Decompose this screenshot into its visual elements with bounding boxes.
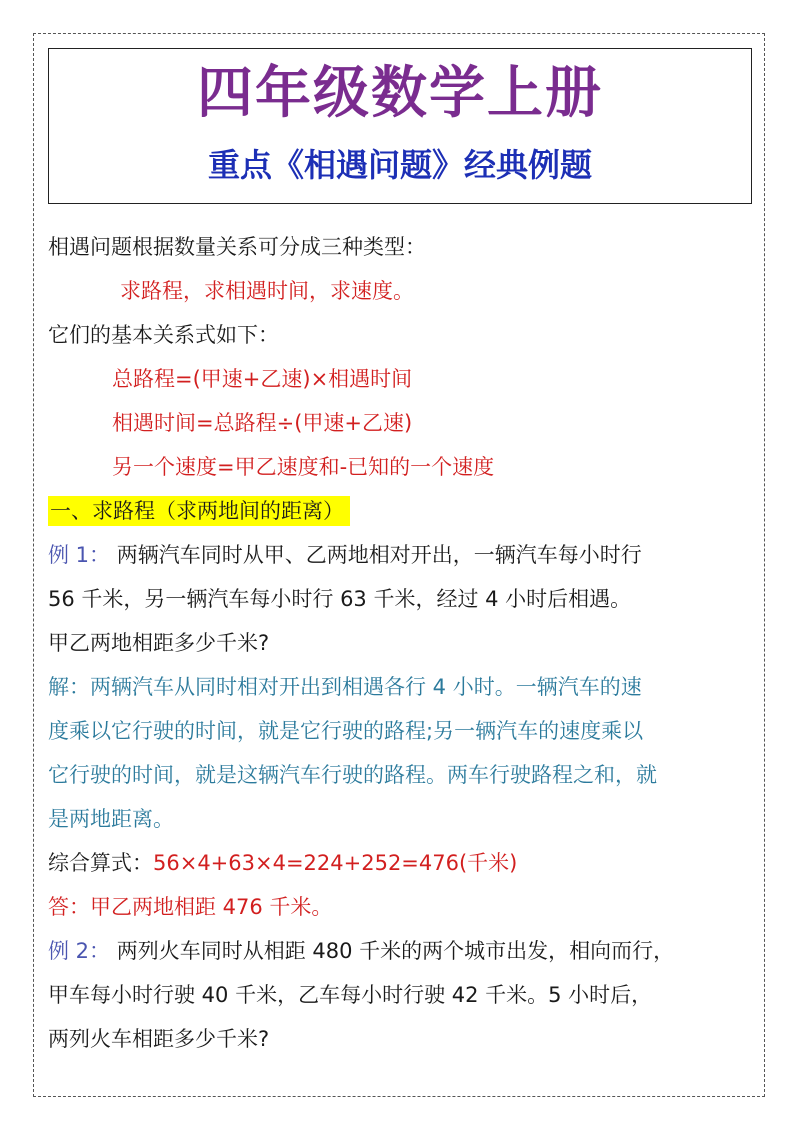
example-1-solution-line-3: 它行驶的时间，就是这辆汽车行驶的路程。两车行驶路程之和，就	[48, 763, 657, 787]
example-1-solution-line-2: 度乘以它行驶的时间，就是它行驶的路程;另一辆汽车的速度乘以	[48, 719, 644, 743]
example-1-answer: 答：甲乙两地相距 476 千米。	[48, 895, 333, 919]
formula-1: 总路程=(甲速+乙速)×相遇时间	[112, 367, 413, 391]
intro-types: 求路程，求相遇时间，求速度。	[120, 279, 414, 303]
example-1-calc-row	[48, 848, 517, 878]
calc-expression: 56×4+63×4=224+252=476(千米)	[153, 851, 518, 875]
formula-2: 相遇时间=总路程÷(甲速+乙速)	[112, 411, 413, 435]
page-subtitle: 重点《相遇问题》经典例题	[207, 146, 592, 184]
title-box	[48, 48, 752, 204]
example-1-label: 例 1：	[48, 543, 111, 567]
example-1-solution-line-4: 是两地距离。	[48, 807, 174, 831]
calc-label: 综合算式：	[48, 851, 153, 875]
example-1-solution-line-1: 解：两辆汽车从同时相对开出到相遇各行 4 小时。一辆汽车的速	[48, 675, 642, 699]
example-1-question-line-2: 56 千米，另一辆汽车每小时行 63 千米，经过 4 小时后相遇。	[48, 587, 632, 611]
example-2-question-line-3: 两列火车相距多少千米?	[48, 1027, 270, 1051]
example-2-question-line-1	[48, 936, 674, 966]
example-1-question-line-3: 甲乙两地相距多少千米?	[48, 631, 270, 655]
section-heading-row	[48, 496, 350, 526]
page-title: 四年级数学上册	[197, 60, 603, 126]
section-1-heading: 一、求路程（求两地间的距离）	[48, 496, 350, 526]
example-2-label: 例 2：	[48, 939, 111, 963]
example-1-text-1: 两辆汽车同时从甲、乙两地相对开出，一辆汽车每小时行	[116, 543, 642, 567]
example-2-question-line-2: 甲车每小时行驶 40 千米，乙车每小时行驶 42 千米。5 小时后，	[48, 983, 653, 1007]
intro-line-2: 它们的基本关系式如下：	[48, 323, 279, 347]
intro-line-1: 相遇问题根据数量关系可分成三种类型：	[48, 235, 426, 259]
formula-3: 另一个速度=甲乙速度和-已知的一个速度	[112, 455, 495, 479]
example-2-text-1: 两列火车同时从相距 480 千米的两个城市出发，相向而行，	[116, 939, 675, 963]
example-1-question-line-1	[48, 540, 642, 570]
